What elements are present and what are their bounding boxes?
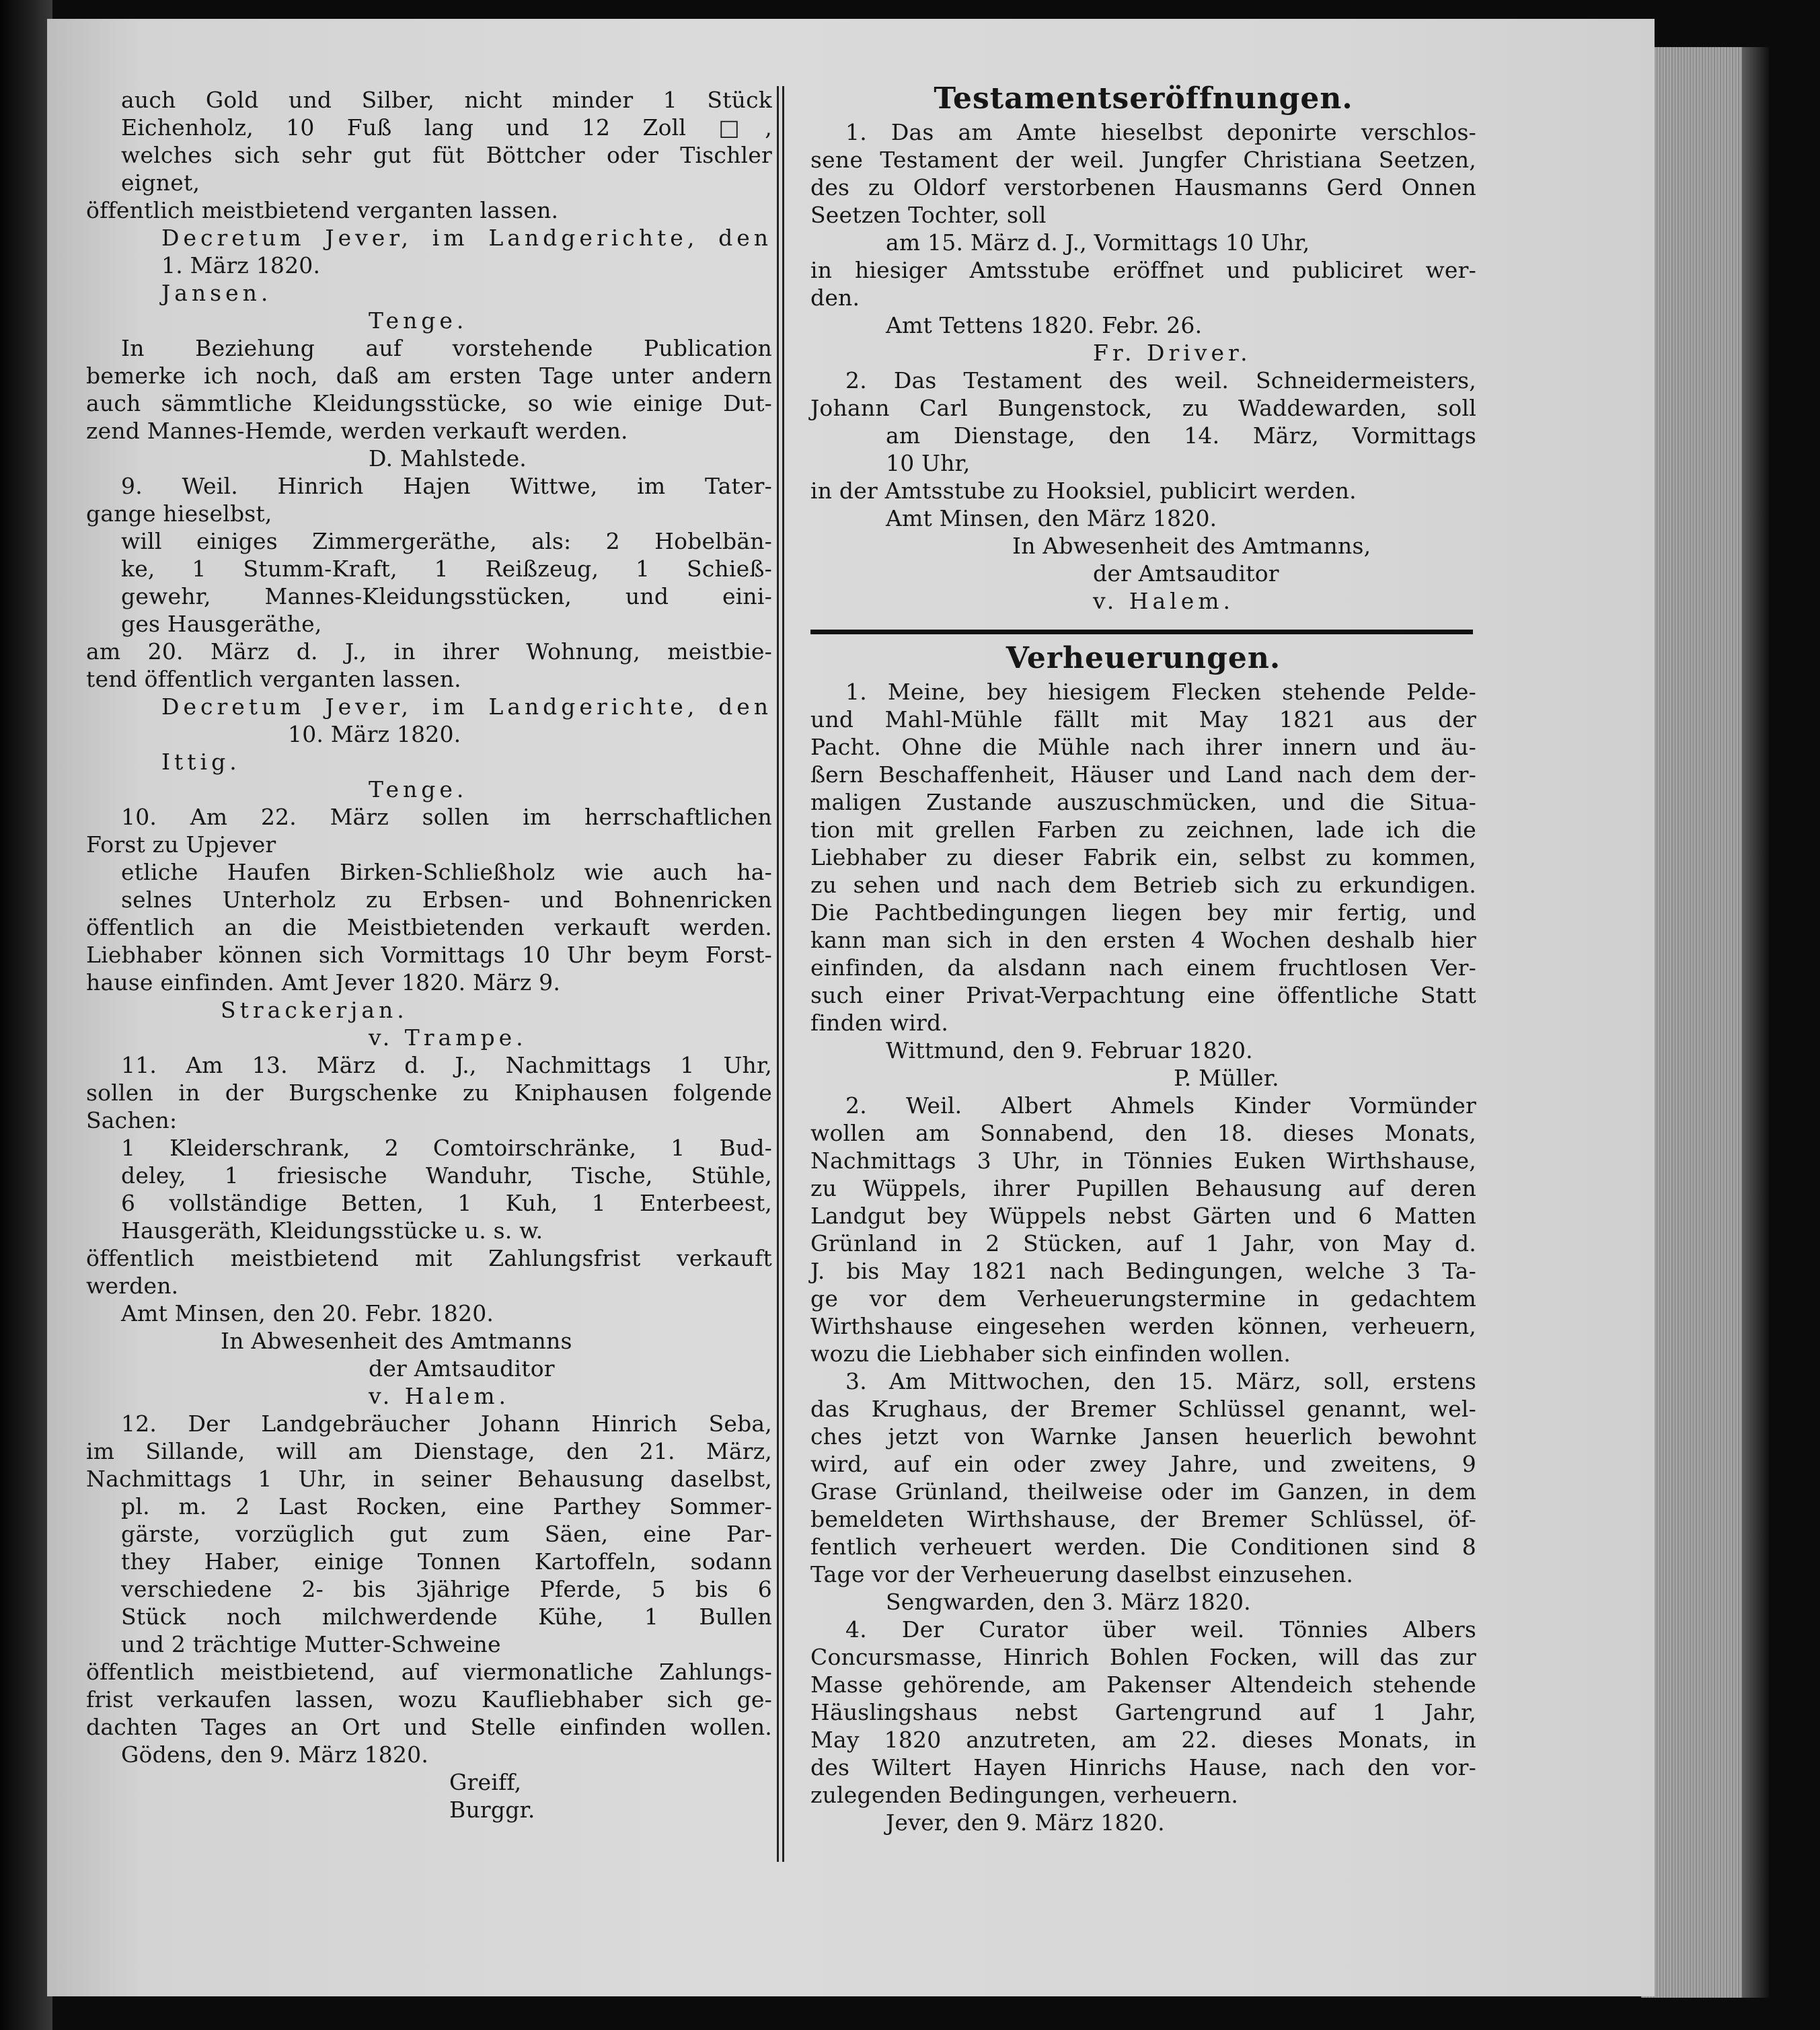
- text-line: am Dienstage, den 14. März, Vormittags: [886, 422, 1476, 449]
- text-line: ßern Beschaffenheit, Häuser und Land nach dem der-: [810, 761, 1476, 788]
- text-line: Forst zu Upjever: [86, 831, 276, 858]
- text-line: zu sehen und nach dem Betrieb sich zu erkundigen.: [810, 872, 1476, 898]
- text-line: Die Pachtbedingungen liegen bey mir fertig, und: [810, 899, 1476, 926]
- signature: Tenge.: [369, 307, 468, 334]
- signature: v. Halem.: [1093, 588, 1235, 614]
- text-line: das Krughaus, der Bremer Schlüssel genannt, wel-: [810, 1396, 1476, 1422]
- text-line: Hausgeräth, Kleidungsstücke u. s. w.: [121, 1217, 543, 1244]
- left-page-edge: [0, 0, 52, 2030]
- text-line: In Beziehung auf vorstehende Publication: [121, 335, 772, 361]
- text-line: 11. Am 13. März d. J., Nachmittags 1 Uhr,: [121, 1052, 772, 1078]
- text-line: Masse gehörende, am Pakenser Altendeich stehende: [810, 1671, 1476, 1698]
- text-line: 10 Uhr,: [886, 450, 971, 476]
- text-line: Nachmittags 3 Uhr, in Tönnies Euken Wirthshause,: [810, 1148, 1476, 1174]
- text-line: Tage vor der Verheuerung daselbst einzusehen.: [810, 1561, 1354, 1587]
- text-line: 6 vollständige Betten, 1 Kuh, 1 Enterbeest,: [121, 1190, 772, 1216]
- text-line: am 15. März d. J., Vormittags 10 Uhr,: [886, 229, 1310, 256]
- text-line: tend öffentlich verganten lassen.: [86, 666, 461, 692]
- text-line: etliche Haufen Birken-Schließholz wie auch ha-: [121, 859, 772, 885]
- text-line: eignet,: [121, 170, 200, 196]
- signature: P. Müller.: [1174, 1065, 1279, 1091]
- date-line: Amt Minsen, den 20. Febr. 1820.: [121, 1300, 494, 1326]
- text-line: welches sich sehr gut füt Böttcher oder Tischler: [121, 142, 772, 168]
- text-line: Wirthshause eingesehen werden können, verheuern,: [810, 1313, 1476, 1339]
- text-line: will einiges Zimmergeräthe, als: 2 Hobelbän-: [121, 528, 772, 554]
- text-line: 2. Weil. Albert Ahmels Kinder Vormünder: [845, 1092, 1476, 1119]
- date-line: Sengwarden, den 3. März 1820.: [886, 1589, 1251, 1615]
- text-line: und Mahl-Mühle fällt mit May 1821 aus der: [810, 706, 1476, 732]
- text-line: dachten Tages an Ort und Stelle einfinden wollen.: [86, 1714, 772, 1740]
- date-line: 1. März 1820.: [161, 252, 321, 278]
- text-line: zu Wüppels, ihrer Pupillen Behausung auf deren: [810, 1175, 1476, 1201]
- text-line: in hiesiger Amtsstube eröffnet und publiciret wer-: [810, 257, 1476, 283]
- text-line: 9. Weil. Hinrich Hajen Wittwe, im Tater-: [121, 473, 772, 499]
- text-line: 12. Der Landgebräucher Johann Hinrich Seba,: [121, 1411, 772, 1437]
- text-line: Grase Grünland, theilweise oder im Ganzen, in dem: [810, 1478, 1476, 1505]
- text-line: Decretum Jever, im Landgerichte, den: [161, 225, 772, 251]
- text-line: Liebhaber können sich Vormittags 10 Uhr beym Forst-: [86, 942, 772, 968]
- text-line: J. bis May 1821 nach Bedingungen, welche 3 Ta-: [810, 1258, 1476, 1284]
- text-line: Nachmittags 1 Uhr, in seiner Behausung daselbst,: [86, 1466, 772, 1492]
- text-line: May 1820 anzutreten, am 22. dieses Monats, in: [810, 1727, 1476, 1753]
- text-line: Häuslingshaus nebst Gartengrund auf 1 Jahr,: [810, 1699, 1476, 1725]
- text-line: sollen in der Burgschenke zu Kniphausen folgende: [86, 1080, 772, 1106]
- text-line: ke, 1 Stumm-Kraft, 1 Reißzeug, 1 Schieß-: [121, 556, 772, 582]
- text-line: Liebhaber zu dieser Fabrik ein, selbst zu kommen,: [810, 844, 1476, 870]
- signature: Greiff,: [449, 1769, 522, 1795]
- text-line: gange hieselbst,: [86, 500, 272, 527]
- text-line: 3. Am Mittwochen, den 15. März, soll, erstens: [845, 1368, 1476, 1394]
- text-line: Decretum Jever, im Landgerichte, den: [161, 693, 772, 720]
- text-line: am 20. März d. J., in ihrer Wohnung, meistbie-: [86, 638, 772, 665]
- signature: Fr. Driver.: [1093, 340, 1252, 366]
- text-line: Stück noch milchwerdende Kühe, 1 Bullen: [121, 1604, 772, 1630]
- text-line: tion mit grellen Farben zu zeichnen, lade ich die: [810, 817, 1476, 843]
- text-line: bemeldeten Wirthshause, der Bremer Schlüssel, öf-: [810, 1506, 1476, 1532]
- text-line: pl. m. 2 Last Rocken, eine Parthey Sommer-: [121, 1493, 772, 1519]
- text-line: auch Gold und Silber, nicht minder 1 Stück: [121, 87, 772, 113]
- right-column: [810, 79, 1476, 615]
- text-line: den.: [810, 285, 860, 311]
- signature: der Amtsauditor: [369, 1355, 555, 1382]
- date-line: 10. März 1820.: [288, 721, 461, 747]
- section-divider: [810, 630, 1473, 634]
- text-line: 2. Das Testament des weil. Schneidermeisters,: [845, 367, 1476, 393]
- text-line: wozu die Liebhaber sich einfinden wollen.: [810, 1341, 1291, 1367]
- date-line: Amt Minsen, den März 1820.: [886, 505, 1217, 531]
- text-line: Johann Carl Bungenstock, zu Waddewarden, soll: [810, 395, 1476, 421]
- signature: Burggr.: [449, 1797, 535, 1823]
- text-line: maligen Zustande auszuschmücken, und die Situa-: [810, 789, 1476, 815]
- signature: v. Trampe.: [369, 1024, 527, 1051]
- text-line: Grünland in 2 Stücken, auf 1 Jahr, von May d.: [810, 1230, 1476, 1256]
- signature: v. Halem.: [369, 1383, 510, 1409]
- text-line: des Wiltert Hayen Hinrichs Hause, nach den vor-: [810, 1754, 1476, 1780]
- signature: D. Mahlstede.: [369, 445, 527, 472]
- text-line: verschiedene 2- bis 3jährige Pferde, 5 bis 6: [121, 1576, 772, 1602]
- signature: Ittig.: [161, 749, 241, 775]
- date-line: Amt Tettens 1820. Febr. 26.: [886, 312, 1203, 338]
- text-line: selnes Unterholz zu Erbsen- und Bohnenricken: [121, 887, 772, 913]
- text-line: wollen am Sonnabend, den 18. dieses Monats,: [810, 1120, 1476, 1146]
- text-line: gärste, vorzüglich gut zum Säen, eine Par-: [121, 1521, 772, 1547]
- text-line: finden wird.: [810, 1010, 949, 1036]
- section-heading: Testamentseröffnungen.: [934, 81, 1353, 116]
- signature: Strackerjan.: [221, 997, 408, 1023]
- text-line: Pacht. Ohne die Mühle nach ihrer innern und äu-: [810, 734, 1476, 760]
- text-line: deley, 1 friesische Wanduhr, Tische, Stühle,: [121, 1162, 772, 1189]
- text-line: kann man sich in den ersten 4 Wochen deshalb hier: [810, 927, 1476, 953]
- text-line: ches jetzt von Warnke Jansen heuerlich bewohnt: [810, 1423, 1476, 1450]
- text-line: Eichenholz, 10 Fuß lang und 12 Zoll □,: [121, 114, 772, 141]
- text-line: öffentlich meistbietend mit Zahlungsfrist verkauft: [86, 1245, 772, 1271]
- text-line: such einer Privat-Verpachtung eine öffentliche Statt: [810, 982, 1476, 1008]
- text-line: fentlich verheuert werden. Die Conditionen sind 8: [810, 1534, 1476, 1560]
- date-line: Jever, den 9. März 1820.: [886, 1809, 1165, 1836]
- text-line: und 2 trächtige Mutter-Schweine: [121, 1631, 501, 1657]
- text-line: öffentlich meistbietend, auf viermonatliche Zahlungs-: [86, 1659, 772, 1685]
- text-line: Concursmasse, Hinrich Bohlen Focken, will das zur: [810, 1644, 1476, 1670]
- text-line: Seetzen Tochter, soll: [810, 202, 1047, 228]
- text-line: des zu Oldorf verstorbenen Hausmanns Gerd Onnen: [810, 174, 1476, 200]
- text-line: werden.: [86, 1273, 179, 1299]
- signature: In Abwesenheit des Amtmanns: [221, 1328, 572, 1354]
- text-line: im Sillande, will am Dienstage, den 21. März,: [86, 1438, 772, 1464]
- text-line: öffentlich an die Meistbietenden verkauft werden.: [86, 914, 772, 940]
- signature: der Amtsauditor: [1093, 560, 1279, 587]
- section-heading: Verheuerungen.: [1006, 641, 1281, 675]
- text-line: einfinden, da alsdann nach einem fruchtlosen Ver-: [810, 954, 1476, 981]
- page-fore-edge: [1641, 47, 1742, 1998]
- signature: In Abwesenheit des Amtmanns,: [1012, 533, 1371, 559]
- right-column-lower: [810, 639, 1476, 1836]
- text-line: 1. Das am Amte hieselbst deponirte verschlos-: [845, 119, 1476, 145]
- signature: Jansen.: [161, 280, 272, 306]
- text-line: auch sämmtliche Kleidungsstücke, so wie einige Dut-: [86, 390, 772, 416]
- text-line: ge vor dem Verheuerungstermine in gedachtem: [810, 1285, 1476, 1312]
- text-line: gewehr, Mannes-Kleidungsstücken, und eini-: [121, 583, 772, 609]
- column-divider: [777, 86, 784, 1862]
- text-line: öffentlich meistbietend verganten lassen.: [86, 197, 559, 223]
- text-line: zulegenden Bedingungen, verheuern.: [810, 1782, 1239, 1808]
- text-line: in der Amtsstube zu Hooksiel, publicirt werden.: [810, 478, 1357, 504]
- text-line: 1. Meine, bey hiesigem Flecken stehende Pelde-: [845, 679, 1476, 705]
- text-line: 4. Der Curator über weil. Tönnies Albers: [845, 1616, 1476, 1643]
- text-line: bemerke ich noch, daß am ersten Tage unter andern: [86, 363, 772, 389]
- text-line: ges Hausgeräthe,: [121, 611, 322, 637]
- text-line: they Haber, einige Tonnen Kartoffeln, sodann: [121, 1548, 772, 1575]
- text-line: frist verkaufen lassen, wozu Kaufliebhaber sich ge-: [86, 1686, 772, 1713]
- text-line: hause einfinden. Amt Jever 1820. März 9.: [86, 969, 561, 995]
- date-line: Gödens, den 9. März 1820.: [121, 1741, 429, 1768]
- text-line: wird, auf ein oder zwey Jahre, und zweitens, 9: [810, 1451, 1476, 1477]
- text-line: 10. Am 22. März sollen im herrschaftlichen: [121, 804, 772, 830]
- text-line: zend Mannes-Hemde, werden verkauft werden.: [86, 418, 628, 444]
- text-line: Landgut bey Wüppels nebst Gärten und 6 Matten: [810, 1203, 1476, 1229]
- text-line: 1 Kleiderschrank, 2 Comtoirschränke, 1 Bud-: [121, 1135, 772, 1161]
- signature: Tenge.: [369, 776, 468, 802]
- left-column: [86, 86, 772, 1824]
- text-line: Sachen:: [86, 1107, 178, 1133]
- date-line: Wittmund, den 9. Februar 1820.: [886, 1037, 1253, 1063]
- text-line: sene Testament der weil. Jungfer Christiana Seetzen,: [810, 147, 1476, 173]
